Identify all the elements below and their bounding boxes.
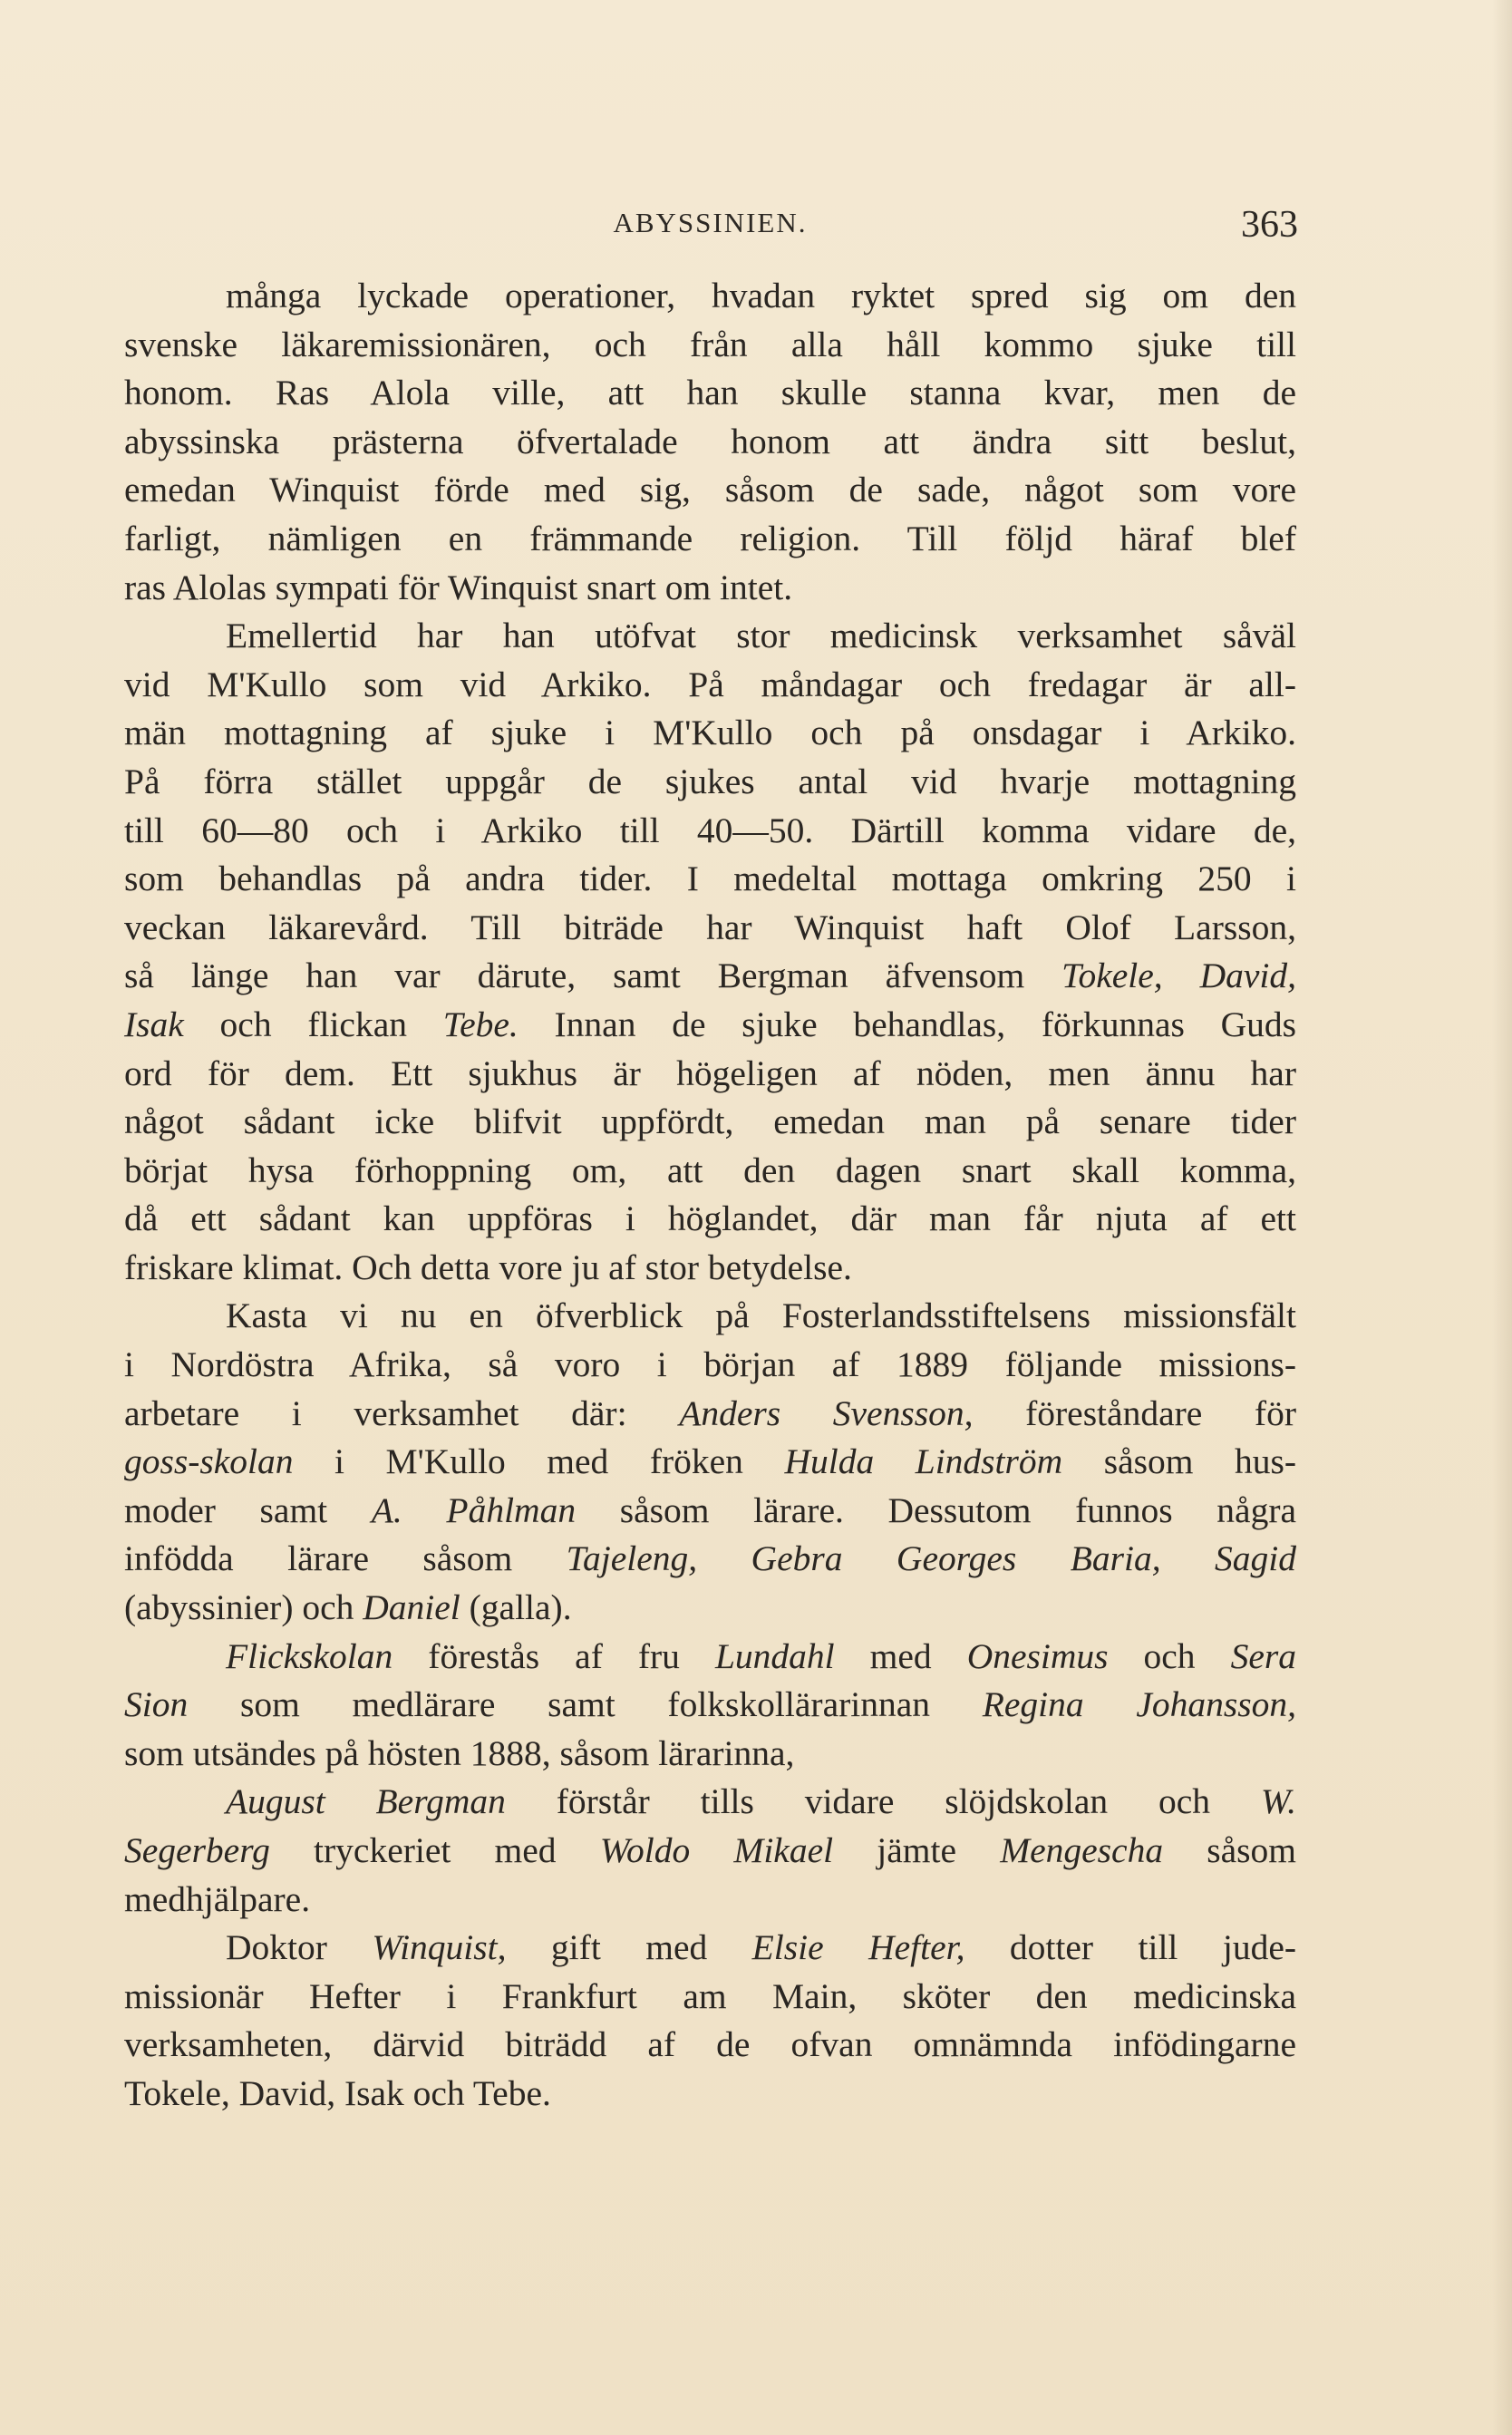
text-run: många lyckade operationer, hvadan ryktet spred sig om den — [226, 276, 1296, 315]
text-line — [124, 1633, 1296, 1682]
text-run: arbetare i verksamhet där: — [124, 1392, 680, 1433]
text-run: veckan läkarevård. Till biträde har Winquist haft Olof Larsson, — [124, 907, 1296, 947]
italic-name: goss-skolan — [124, 1441, 294, 1482]
italic-name: Segerberg — [124, 1830, 270, 1870]
text-line — [124, 1098, 1296, 1147]
italic-name: Woldo Mikael — [599, 1830, 834, 1870]
text-run: Doktor — [226, 1927, 373, 1968]
text-line — [124, 564, 1296, 613]
text-run: och flickan — [183, 1004, 443, 1044]
text-run: så länge han var därute, samt Bergman äfvensom — [124, 956, 1062, 996]
italic-name: A. Påhlman — [371, 1489, 577, 1530]
text-run: honom. Ras Alola ville, att han skulle stanna kvar, men de — [124, 373, 1296, 413]
text-line — [124, 1438, 1296, 1487]
text-run: farligt, nämligen en främmande religion. Till följd häraf blef — [124, 518, 1296, 558]
text-run: jämte — [833, 1830, 1001, 1870]
italic-name: Tajeleng, Gebra Georges Baria, Sagid — [566, 1538, 1296, 1579]
text-line — [124, 466, 1296, 515]
text-run: såsom — [1163, 1830, 1297, 1870]
text-run: som medlärare samt folkskollärarinnan — [188, 1684, 983, 1725]
text-run: och — [1108, 1635, 1231, 1676]
text-line — [124, 1876, 1296, 1925]
text-run: i M'Kullo med fröken — [293, 1441, 785, 1482]
text-run: med — [834, 1635, 967, 1676]
text-line — [124, 1778, 1296, 1827]
text-run: Emellertid har han utöfvat stor medicinsk verksamhet såväl — [226, 616, 1296, 656]
text-run: Innan de sjuke behandlas, förkunnas Guds — [518, 1004, 1297, 1044]
text-line — [124, 2070, 1296, 2119]
italic-name: Regina Johansson, — [982, 1684, 1296, 1725]
text-line — [124, 515, 1296, 564]
text-run: infödda lärare såsom — [124, 1538, 567, 1579]
text-run: till 60—80 och i Arkiko till 40—50. Därtill komma vidare de, — [124, 810, 1296, 850]
italic-name: Lundahl — [714, 1635, 835, 1676]
text-line — [124, 1584, 1296, 1633]
text-run: gift med — [506, 1927, 752, 1968]
text-run: såsom lärare. Dessutom funnos några — [576, 1489, 1297, 1530]
text-run: förstår tills vidare slöjdskolan och — [505, 1781, 1261, 1822]
text-line — [124, 904, 1296, 953]
text-run: tryckeriet med — [269, 1830, 600, 1870]
text-run: (galla). — [460, 1587, 572, 1628]
text-run: abyssinska prästerna öfvertalade honom att ändra sitt beslut, — [124, 421, 1296, 461]
text-run: (abyssinier) och — [124, 1587, 363, 1628]
text-line — [124, 612, 1296, 661]
text-line — [124, 1147, 1296, 1196]
text-run: medhjälpare. — [124, 1878, 311, 1919]
text-line — [124, 855, 1296, 904]
body-text — [124, 272, 1296, 2119]
text-run: vid M'Kullo som vid Arkiko. På måndagar och fredagar är all- — [124, 664, 1296, 704]
italic-name: Hulda Lindström — [784, 1441, 1063, 1482]
italic-name: Onesimus — [966, 1635, 1109, 1676]
text-line — [124, 1487, 1296, 1536]
text-run: förestås af fru — [393, 1635, 715, 1676]
text-run: verksamheten, därvid biträdd af de ofvan omnämnda infödingarne — [124, 2024, 1296, 2065]
italic-name: Isak — [124, 1004, 184, 1044]
text-line — [124, 952, 1296, 1001]
text-run: dotter till jude- — [964, 1927, 1296, 1968]
text-line — [124, 1535, 1296, 1584]
running-head: ABYSSINIEN. — [613, 207, 808, 238]
page-number: 363 — [1241, 204, 1298, 246]
text-run: emedan Winquist förde med sig, såsom de sade, något som vore — [124, 470, 1296, 510]
text-line — [124, 1827, 1296, 1876]
italic-name: Sera — [1230, 1635, 1296, 1676]
italic-name: Mengescha — [1000, 1830, 1164, 1870]
text-line — [124, 661, 1296, 710]
text-line — [124, 321, 1296, 370]
italic-name: August Bergman — [226, 1781, 506, 1822]
text-run: missionär Hefter i Frankfurt am Main, sköter den medicinska — [124, 1975, 1296, 2016]
italic-name: Tebe. — [442, 1004, 519, 1044]
italic-name: Flickskolan — [226, 1635, 393, 1676]
text-line — [124, 1195, 1296, 1244]
text-run: i Nordöstra Afrika, så voro i början af 1889 följande missions- — [124, 1344, 1296, 1385]
italic-name: Anders Svensson, — [679, 1392, 974, 1433]
text-run: som behandlas på andra tider. I medeltal mottaga omkring 250 i — [124, 859, 1296, 899]
text-run: Kasta vi nu en öfverblick på Fosterlandsstiftelsens missionsfält — [226, 1295, 1296, 1336]
text-run: börjat hysa förhoppning om, att den dagen snart skall komma, — [124, 1150, 1296, 1190]
page-header — [124, 201, 1296, 256]
italic-name: Sion — [124, 1684, 189, 1725]
text-run: friskare klimat. Och detta vore ju af stor betydelse. — [124, 1247, 852, 1287]
italic-name: Elsie Hefter, — [751, 1927, 965, 1968]
text-run: då ett sådant kan uppföras i höglandet, där man får njuta af ett — [124, 1198, 1296, 1239]
text-run: På förra stället uppgår de sjukes antal vid hvarje mottagning — [124, 761, 1296, 801]
text-run: moder samt — [124, 1489, 372, 1530]
italic-name: Daniel — [363, 1587, 460, 1628]
text-run: svenske läkaremissionären, och från alla håll kommo sjuke till — [124, 324, 1296, 364]
italic-name: Tokele, David, — [1061, 956, 1296, 996]
text-line — [124, 1924, 1296, 1973]
text-run: män mottagning af sjuke i M'Kullo och på onsdagar i Arkiko. — [124, 713, 1296, 753]
text-line — [124, 1390, 1296, 1439]
text-run: något sådant icke blifvit uppfördt, emedan man på senare tider — [124, 1101, 1296, 1142]
text-run: som utsändes på hösten 1888, såsom lärarinna, — [124, 1732, 795, 1773]
text-line — [124, 1001, 1296, 1050]
text-run: såsom hus- — [1062, 1441, 1296, 1482]
text-run: föreståndare för — [973, 1392, 1296, 1433]
page-edge-shadow — [1492, 0, 1512, 2435]
text-line — [124, 369, 1296, 418]
text-line — [124, 807, 1296, 856]
text-line — [124, 1341, 1296, 1390]
text-line — [124, 758, 1296, 807]
text-run: ord för dem. Ett sjukhus är högeligen af nöden, men ännu har — [124, 1053, 1296, 1093]
text-line — [124, 1730, 1296, 1779]
text-line — [124, 1292, 1296, 1341]
text-run: Tokele, David, Isak och Tebe. — [124, 2072, 551, 2113]
text-line — [124, 2021, 1296, 2070]
text-line — [124, 418, 1296, 467]
text-line — [124, 1244, 1296, 1293]
text-line — [124, 272, 1296, 321]
text-run: ras Alolas sympati för Winquist snart om intet. — [124, 567, 793, 607]
text-line — [124, 1050, 1296, 1099]
italic-name: Winquist, — [372, 1927, 507, 1968]
text-line — [124, 1973, 1296, 2022]
text-line — [124, 709, 1296, 758]
text-line — [124, 1681, 1296, 1730]
italic-name: W. — [1260, 1781, 1296, 1822]
